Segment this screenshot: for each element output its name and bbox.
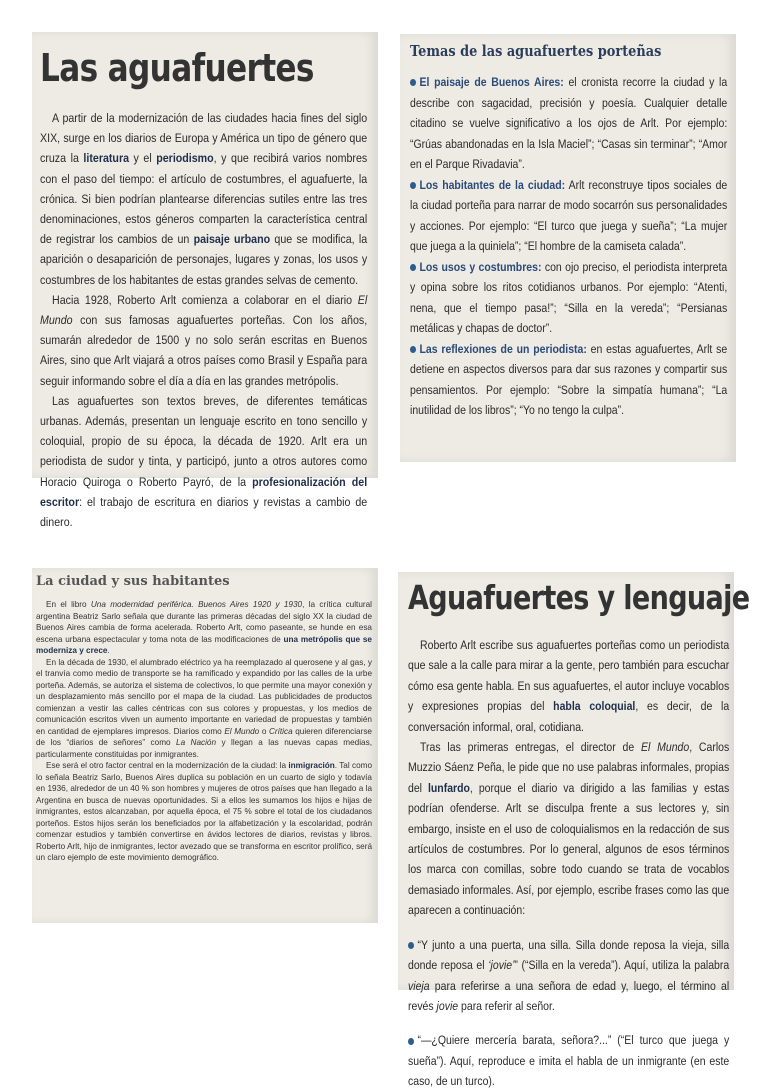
list-item: Las reflexiones de un periodista: en estas aguafuertes, Arlt se detiene en aspectos diversos para dar sus razones y compartir sus pensamientos. Por ejemplo: “Sobre la simpatía humana”; “La inutilidad de los libros”; “Yo no tengo la culpa”. — [410, 341, 728, 417]
page-scan-la-ciudad — [32, 568, 378, 923]
title-aguafuertes-lenguaje: Aguafuertes y lenguaje — [408, 578, 750, 617]
title-temas: Temas de las aguafuertes porteñas — [410, 42, 662, 60]
body-aguafuertes-lenguaje — [408, 635, 729, 1092]
paragraph: En la década de 1930, el alumbrado eléctrico ya ha reemplazado al querosene y al gas, y el tranvía como medio de transporte se ha ramificado y expandido por las calles de la urbe porteña. Además, se autoriza el sistema de colectivos, lo que permite una mayor conexión y un desplazamiento más sencillo por el mapa de la ciudad. Las publicidades de productos comienzan a vestir las calles céntricas con sus colores y propuestas, y los medios de comunicación escritos viven un aumento importante en variedad de propuestas y también en cantidad de ejemplares impresos. Diarios como El Mundo o Crítica quieren diferenciarse de los “diarios de señores” como La Nación y llegan a las nuevas capas medias, particularmente constituidas por inmigrantes. — [36, 657, 372, 759]
page-scan-aguafuertes-lenguaje — [398, 572, 750, 1089]
paragraph: Roberto Arlt escribe sus aguafuertes porteñas como un periodista que sale a la calle para mirar a la gente, pero también para escuchar cómo esa gente habla. En sus aguafuertes, el autor incluye vocablos y expresiones propias del habla coloquial, es decir, de la conversación informal, oral, cotidiana. — [408, 638, 730, 734]
paragraph: Hacia 1928, Roberto Arlt comienza a colaborar en el diario El Mundo con sus famosas aguafuertes porteñas. Con los años, sumarán alrededor de 1500 y no solo serán escritas en Buenos Aires, sino que Arlt viajará a otros países como Brasil y España para seguir informando sobre el día a día en las grandes metrópolis. — [40, 292, 368, 388]
title-las-aguafuertes: Las aguafuertes — [40, 46, 314, 90]
page-scan-las-aguafuertes — [32, 32, 378, 530]
paragraph: A partir de la modernización de las ciudades hacia fines del siglo XIX, surge en los diarios de Europa y América un tipo de género que cruza la literatura y el periodismo, y que recibirá varios nombres con el paso del tiempo: el artículo de costumbres, el aguafuerte, la crónica. Si bien podrían plantearse diferencias sutiles entre las tres denominaciones, estos géneros comparten la característica central de registrar los cambios de un paisaje urbano que se modifica, la aparición o desaparición de personajes, lugares y zonas, los usos y costumbres de los habitantes de estas grandes selvas de cemento. — [40, 111, 368, 287]
bullet-icon — [410, 79, 416, 86]
bullet-icon — [408, 1038, 414, 1045]
bullet-icon — [410, 182, 416, 189]
bullet-icon — [410, 346, 416, 353]
list-item: Los usos y costumbres: con ojo preciso, el periodista interpreta y opina sobre los ritos cotidianos urbanos. Por ejemplo: “Atenti, nena, que el tiempo pasa!”; “Silla en la vereda”; “Persianas metálicas y chapas de doctor”. — [410, 259, 728, 335]
paragraph: Tras las primeras entregas, el director de El Mundo, Carlos Muzzio Sáenz Peña, le pide que no use palabras informales, propias del lunfardo, porque el diario va dirigido a las familias y estas podrían ofenderse. Arlt se disculpa frente a sus lectores y, sin embargo, insiste en el uso de coloquialismos en la redacción de sus artículos de costumbres. Por lo general, algunos de esos términos los marca con comillas, sobre todo cuando se trata de vocablos demasiado informales. Así, por ejemplo, escribe frases como las que aparecen a continuación: — [408, 740, 730, 918]
body-las-aguafuertes — [40, 108, 367, 532]
list-item: Los habitantes de la ciudad: Arlt reconstruye tipos sociales de la ciudad porteña para narrar de modo socarrón sus personalidades y acciones. Por ejemplo: “El turco que juega y sueña”; “La mujer que juega a la quiniela”; “El hombre de la camiseta calada”. — [410, 177, 728, 253]
themes-list — [410, 72, 727, 421]
example-item: “—¿Quiere mercería barata, señora?...” (“El turco que juega y sueña”). Aquí, reproduce e imita el habla de un inmigrante (en este caso, de un turco). — [408, 1033, 730, 1089]
example-item: “Y junto a una puerta, una silla. Silla donde reposa la vieja, silla donde reposa el ‘jovie’” (“Silla en la vereda”). Aquí, utiliza la palabra vieja para referirse a una señora de edad y, luego, el término al revés jovie para referir al señor. — [408, 937, 730, 1013]
title-la-ciudad: La ciudad y sus habitantes — [36, 574, 230, 589]
bullet-icon — [410, 264, 416, 271]
paragraph: En el libro Una modernidad periférica. Buenos Aires 1920 y 1930, la crítica cultural argentina Beatriz Sarlo señala que durante las primeras décadas del siglo XX la ciudad de Buenos Aires cambia de forma acelerada. Roberto Arlt, como paseante, se hunde en esa escena urbana espectacular y toma nota de las modificaciones de una metrópolis que se moderniza y crece. — [36, 600, 372, 655]
paragraph: Ese será el otro factor central en la modernización de la ciudad: la inmigración. Tal como lo señala Beatriz Sarlo, Buenos Aires duplica su población en un cuarto de siglo y todavía en 1936, alrededor de un 40 % son hombres y mujeres de otros países que han llegado a la Argentina en busca de nuevas oportunidades. Si a ellos les sumamos los hijos e hijas de inmigrantes, estos alcanzaban, por aquella época, el 75 % sobre el total de los ciudadanos porteños. Estos hijos serán los beneficiados por la alfabetización y la escolaridad, podrán comenzar estudios y también convertirse en ávidos lectores de diarios, revistas y libros. Roberto Arlt, hijo de inmigrantes, lector avezado que se transforma en escritor prolífico, será un claro ejemplo de este movimiento demográfico. — [36, 761, 372, 862]
list-item: El paisaje de Buenos Aires: el cronista recorre la ciudad y la describe con sagacidad, precisión y poesía. Cualquier detalle citadino se vuelve significativo a los ojos de Arlt. Por ejemplo: “Grúas abandonadas en la Isla Maciel”; “Casas sin terminar”; “Amor en el Parque Rivadavia”. — [410, 75, 728, 171]
body-la-ciudad — [36, 599, 372, 864]
paragraph: Las aguafuertes son textos breves, de diferentes temáticas urbanas. Además, presentan un lenguaje escrito en tono sencillo y coloquial, propio de su época, la década de 1920. Arlt era un periodista de sudor y tinta, y participó, junto a otros autores como Horacio Quiroga o Roberto Payró, de la profesionalización del escritor: el trabajo de escritura en diarios y revistas a cambio de dinero. — [40, 393, 368, 530]
page-scan-temas — [400, 34, 736, 462]
bullet-icon — [408, 942, 414, 949]
